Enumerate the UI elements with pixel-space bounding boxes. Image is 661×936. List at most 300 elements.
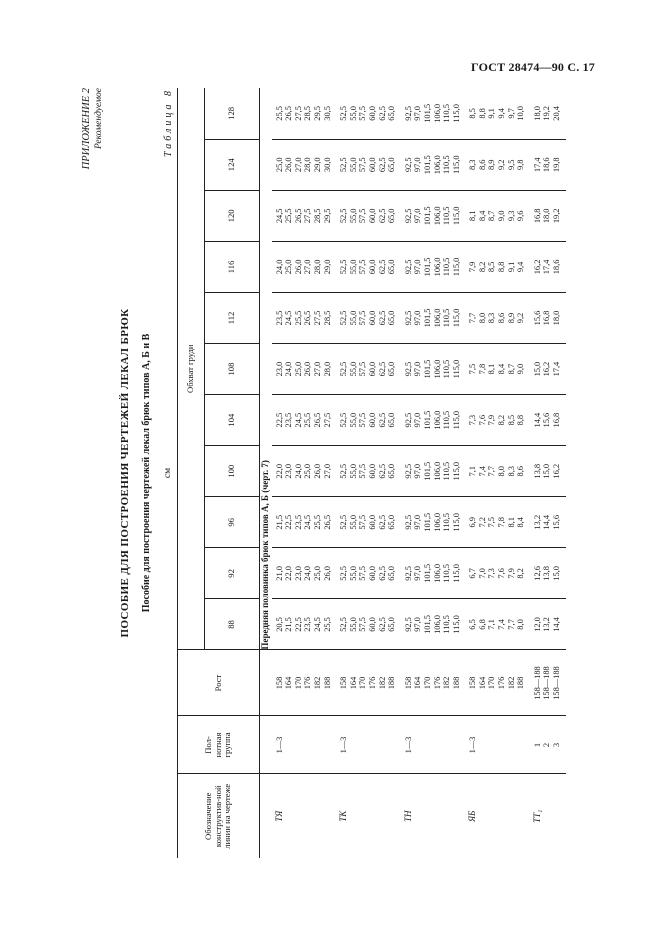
value-cell-line: 26,0 xyxy=(284,157,294,173)
table-row xyxy=(336,88,401,858)
value-cell-line: 9,5 xyxy=(506,159,516,170)
value-cell-line: 92,5 xyxy=(403,361,413,377)
value-cell xyxy=(272,548,337,599)
height-cell-line: 182 xyxy=(442,676,452,690)
value-cell-line: 26,5 xyxy=(322,514,332,530)
height-cell-line: 158 xyxy=(339,676,349,690)
value-cell-line: 65,0 xyxy=(387,208,397,224)
value-cell xyxy=(401,139,466,190)
value-cell xyxy=(530,88,566,139)
height-cell-line: 176 xyxy=(432,676,442,690)
value-cell-line: 7,9 xyxy=(506,568,516,579)
value-cell-line: 8,5 xyxy=(506,414,516,426)
value-cell-line: 6,8 xyxy=(477,619,487,630)
value-cell-line: 7,7 xyxy=(468,312,478,324)
value-cell xyxy=(530,548,566,599)
height-cell-line: 170 xyxy=(293,676,303,690)
value-cell-line: 106,0 xyxy=(432,103,442,123)
size-header-124: 124 xyxy=(205,139,260,190)
size-header-120: 120 xyxy=(205,190,260,241)
value-cell-line: 92,5 xyxy=(403,208,413,224)
appendix-subtitle: Рекомендуемое xyxy=(94,88,104,150)
value-cell-line: 8,4 xyxy=(477,210,487,222)
header-group: Пол-нотная группа xyxy=(178,716,260,774)
height-cell-line: 158 xyxy=(468,676,478,690)
height-cell-line: 158—188 xyxy=(542,666,552,700)
value-cell-line: 9,0 xyxy=(516,363,526,375)
value-cell-line: 57,5 xyxy=(358,106,368,121)
value-cell-line: 25,0 xyxy=(303,463,313,479)
height-cell-line: 164 xyxy=(477,676,487,690)
value-cell xyxy=(530,599,566,650)
appendix-title: ПРИЛОЖЕНИЕ 2 xyxy=(81,88,92,170)
value-cell-line: 26,5 xyxy=(293,208,303,224)
height-cell-line: 182 xyxy=(506,676,516,690)
value-cell-line: 8,8 xyxy=(516,414,526,426)
value-cell-line: 106,0 xyxy=(432,410,442,430)
value-cell-line: 8,5 xyxy=(468,108,478,119)
value-cell-line: 22,0 xyxy=(274,463,284,479)
page-header: ГОСТ 28474—90 С. 17 xyxy=(471,60,595,74)
value-cell-line: 55,0 xyxy=(348,157,358,173)
value-cell xyxy=(465,241,530,292)
value-cell-line: 25,5 xyxy=(303,412,313,428)
value-cell-line: 106,0 xyxy=(432,155,442,175)
value-cell xyxy=(272,446,337,497)
designation-cell: ТН xyxy=(402,810,413,823)
value-cell-line: 7,8 xyxy=(497,517,507,528)
sizes-table xyxy=(177,88,566,858)
value-cell-line: 25,5 xyxy=(312,514,322,530)
header-height: Рост xyxy=(178,650,260,716)
value-cell-line: 62,5 xyxy=(377,310,387,326)
value-cell-line: 8,6 xyxy=(497,312,507,324)
value-cell xyxy=(336,190,401,241)
value-cell xyxy=(272,190,337,241)
value-cell-line: 24,5 xyxy=(274,208,284,224)
value-cell-line: 97,0 xyxy=(413,566,423,581)
height-cell-line: 188 xyxy=(322,676,332,690)
value-cell-line: 25,0 xyxy=(312,566,322,581)
value-cell xyxy=(336,497,401,548)
value-cell-line: 101,5 xyxy=(422,155,432,175)
value-cell-line: 60,0 xyxy=(367,259,377,275)
value-cell-line: 8,9 xyxy=(487,159,497,170)
height-cell-line: 158 xyxy=(274,676,284,690)
value-cell-line: 110,5 xyxy=(442,564,452,583)
value-cell-line: 52,5 xyxy=(339,208,349,224)
value-cell-line: 92,5 xyxy=(403,157,413,173)
value-cell-line: 92,5 xyxy=(403,412,413,428)
value-cell-line: 8,2 xyxy=(497,414,507,426)
size-header-100: 100 xyxy=(205,446,260,497)
value-cell-line: 24,5 xyxy=(284,310,294,326)
value-cell-line: 7,6 xyxy=(477,414,487,426)
value-cell-line: 28,0 xyxy=(322,361,332,377)
rotated-page xyxy=(81,88,661,858)
value-cell-line: 23,5 xyxy=(303,617,313,632)
group-cell: 1—3 xyxy=(401,716,466,774)
value-cell-line: 55,0 xyxy=(348,259,358,275)
value-cell xyxy=(336,292,401,343)
value-cell-line: 12,0 xyxy=(532,617,542,632)
value-cell xyxy=(401,446,466,497)
value-cell-line: 28,5 xyxy=(322,310,332,326)
value-cell-line: 10,0 xyxy=(516,106,526,121)
value-cell-line: 9,4 xyxy=(516,261,526,273)
value-cell xyxy=(465,446,530,497)
value-cell-line: 7,1 xyxy=(468,466,478,477)
value-cell-line: 65,0 xyxy=(387,463,397,479)
value-cell-line: 18,0 xyxy=(552,310,562,326)
value-cell xyxy=(401,344,466,395)
value-cell-line: 15,0 xyxy=(532,361,542,377)
value-cell-line: 26,0 xyxy=(293,259,303,275)
height-cell xyxy=(272,650,337,716)
value-cell-line: 8,3 xyxy=(468,159,478,170)
value-cell-line: 20,4 xyxy=(552,106,562,121)
value-cell-line: 8,4 xyxy=(516,517,526,528)
value-cell xyxy=(272,139,337,190)
height-cell-line: 176 xyxy=(303,676,313,690)
value-cell-line: 110,5 xyxy=(442,410,452,430)
group-cell: 1—3 xyxy=(336,716,401,774)
value-cell-line: 8,7 xyxy=(506,363,516,375)
value-cell xyxy=(530,139,566,190)
value-cell-line: 57,5 xyxy=(358,157,368,173)
value-cell-line: 101,5 xyxy=(422,563,432,583)
height-cell xyxy=(465,650,530,716)
value-cell-line: 28,0 xyxy=(312,259,322,275)
value-cell-line: 97,0 xyxy=(413,617,423,632)
value-cell-line: 23,0 xyxy=(293,566,303,581)
value-cell-line: 115,0 xyxy=(451,206,461,226)
value-cell-line: 7,5 xyxy=(487,517,497,528)
height-cell-line: 170 xyxy=(487,676,497,690)
value-cell-line: 23,0 xyxy=(274,361,284,377)
value-cell-line: 52,5 xyxy=(339,157,349,173)
document-title: ПОСОБИЕ ДЛЯ ПОСТРОЕНИЯ ЧЕРТЕЖЕЙ ЛЕКАЛ БРЮК xyxy=(119,308,131,638)
group-cell-line: 1 xyxy=(532,742,542,748)
value-cell xyxy=(530,497,566,548)
value-cell-line: 24,5 xyxy=(303,514,313,530)
height-cell-line: 158—188 xyxy=(532,666,542,700)
value-cell-line: 8,8 xyxy=(477,108,487,119)
value-cell-line: 8,1 xyxy=(506,517,516,528)
value-cell-line: 65,0 xyxy=(387,514,397,530)
value-cell-line: 92,5 xyxy=(403,617,413,632)
value-cell-line: 55,0 xyxy=(348,310,358,326)
value-cell-line: 8,8 xyxy=(497,261,507,273)
size-header-92: 92 xyxy=(205,548,260,599)
value-cell-line: 26,5 xyxy=(284,106,294,121)
value-cell-line: 22,5 xyxy=(293,617,303,632)
value-cell-line: 15,6 xyxy=(532,310,542,326)
value-cell-line: 7,6 xyxy=(497,568,507,579)
value-cell-line: 27,0 xyxy=(293,157,303,173)
value-cell-line: 7,4 xyxy=(477,466,487,477)
table-row xyxy=(530,88,566,858)
value-cell-line: 52,5 xyxy=(339,566,349,581)
value-cell-line: 55,0 xyxy=(348,412,358,428)
value-cell-line: 29,5 xyxy=(312,106,322,121)
height-cell-line: 182 xyxy=(312,676,322,690)
value-cell-line: 97,0 xyxy=(413,259,423,275)
height-cell-line: 158 xyxy=(403,676,413,690)
value-cell-line: 9,8 xyxy=(516,159,526,170)
value-cell-line: 62,5 xyxy=(377,514,387,530)
value-cell-line: 62,5 xyxy=(377,566,387,581)
value-cell-line: 9,4 xyxy=(497,108,507,119)
value-cell xyxy=(530,241,566,292)
value-cell-line: 25,5 xyxy=(274,106,284,121)
value-cell-line: 15,0 xyxy=(552,566,562,581)
size-header-108: 108 xyxy=(205,344,260,395)
group-cell xyxy=(530,716,566,774)
value-cell-line: 106,0 xyxy=(432,461,442,481)
section-row xyxy=(260,88,272,858)
value-cell-line: 9,7 xyxy=(506,108,516,119)
value-cell-line: 26,0 xyxy=(303,361,313,377)
value-cell xyxy=(401,548,466,599)
value-cell xyxy=(401,599,466,650)
value-cell-line: 13,2 xyxy=(532,514,542,530)
size-header-104: 104 xyxy=(205,395,260,446)
value-cell-line: 7,7 xyxy=(506,619,516,630)
value-cell-line: 62,5 xyxy=(377,617,387,632)
value-cell-line: 21,0 xyxy=(274,566,284,581)
value-cell-line: 24,5 xyxy=(293,412,303,428)
value-cell-line: 9,2 xyxy=(516,312,526,324)
value-cell-line: 26,0 xyxy=(312,463,322,479)
value-cell xyxy=(336,241,401,292)
table-label: Таблица 8 xyxy=(163,88,174,157)
value-cell-line: 7,0 xyxy=(477,568,487,579)
value-cell-line: 8,7 xyxy=(487,210,497,222)
designation-cell: ЯБ xyxy=(467,810,478,822)
value-cell-line: 60,0 xyxy=(367,208,377,224)
value-cell-line: 65,0 xyxy=(387,259,397,275)
value-cell-line: 13,2 xyxy=(542,617,552,632)
height-cell-line: 164 xyxy=(413,676,423,690)
value-cell-line: 16,2 xyxy=(552,463,562,479)
value-cell-line: 110,5 xyxy=(442,155,452,175)
value-cell-line: 60,0 xyxy=(367,514,377,530)
value-cell-line: 20,5 xyxy=(274,617,284,632)
value-cell-line: 62,5 xyxy=(377,463,387,479)
value-cell-line: 62,5 xyxy=(377,157,387,173)
value-cell-line: 60,0 xyxy=(367,566,377,581)
value-cell-line: 6,9 xyxy=(468,517,478,528)
value-cell-line: 101,5 xyxy=(422,615,432,634)
value-cell-line: 7,1 xyxy=(487,619,497,630)
value-cell-line: 29,0 xyxy=(322,259,332,275)
height-cell-line: 164 xyxy=(348,676,358,690)
value-cell-line: 14,4 xyxy=(532,412,542,428)
value-cell-line: 8,2 xyxy=(516,568,526,579)
value-cell-line: 106,0 xyxy=(432,615,442,634)
value-cell-line: 106,0 xyxy=(432,308,442,328)
value-cell-line: 110,5 xyxy=(442,615,452,634)
value-cell-line: 62,5 xyxy=(377,412,387,428)
value-cell-line: 101,5 xyxy=(422,512,432,532)
value-cell xyxy=(465,599,530,650)
value-cell-line: 23,5 xyxy=(274,310,284,326)
header-designation: Обозначение конструктив-ной линии на чертеже xyxy=(178,774,260,858)
value-cell-line: 101,5 xyxy=(422,103,432,123)
value-cell-line: 92,5 xyxy=(403,259,413,275)
value-cell-line: 110,5 xyxy=(442,308,452,328)
value-cell-line: 55,0 xyxy=(348,208,358,224)
value-cell-line: 9,1 xyxy=(487,108,497,119)
value-cell xyxy=(401,241,466,292)
size-header-88: 88 xyxy=(205,599,260,650)
value-cell-line: 110,5 xyxy=(442,257,452,277)
value-cell-line: 22,5 xyxy=(274,412,284,428)
value-cell-line: 17,4 xyxy=(552,361,562,377)
value-cell-line: 115,0 xyxy=(451,513,461,532)
value-cell-line: 27,5 xyxy=(293,106,303,121)
value-cell xyxy=(272,344,337,395)
value-cell-line: 110,5 xyxy=(442,104,452,123)
value-cell-line: 18,6 xyxy=(552,259,562,275)
value-cell-line: 115,0 xyxy=(451,461,461,481)
value-cell-line: 8,1 xyxy=(468,210,478,222)
value-cell-line: 110,5 xyxy=(442,359,452,379)
value-cell xyxy=(401,88,466,139)
value-cell-line: 97,0 xyxy=(413,412,423,428)
height-cell xyxy=(401,650,466,716)
value-cell xyxy=(336,548,401,599)
value-cell-line: 6,5 xyxy=(468,619,478,630)
height-cell-line: 188 xyxy=(387,676,397,690)
value-cell-line: 27,5 xyxy=(312,310,322,326)
value-cell-line: 25,5 xyxy=(284,208,294,224)
height-cell-line: 164 xyxy=(284,676,294,690)
height-cell-line: 176 xyxy=(497,676,507,690)
value-cell-line: 24,5 xyxy=(312,617,322,632)
size-header-116: 116 xyxy=(205,241,260,292)
value-cell-line: 8,2 xyxy=(477,261,487,273)
height-cell-line: 170 xyxy=(422,676,432,690)
value-cell-line: 97,0 xyxy=(413,208,423,224)
value-cell-line: 115,0 xyxy=(451,564,461,583)
value-cell xyxy=(465,548,530,599)
value-cell-line: 28,5 xyxy=(312,208,322,224)
value-cell xyxy=(272,599,337,650)
value-cell-line: 8,4 xyxy=(497,363,507,375)
value-cell-line: 7,7 xyxy=(487,466,497,477)
value-cell-line: 52,5 xyxy=(339,361,349,377)
value-cell-line: 55,0 xyxy=(348,361,358,377)
value-cell-line: 62,5 xyxy=(377,208,387,224)
value-cell-line: 57,5 xyxy=(358,361,368,377)
designation-cell: ТК xyxy=(338,810,349,822)
value-cell xyxy=(465,139,530,190)
value-cell-line: 106,0 xyxy=(432,257,442,277)
value-cell-line: 29,0 xyxy=(312,157,322,173)
value-cell-line: 26,5 xyxy=(303,310,313,326)
value-cell-line: 24,0 xyxy=(303,566,313,581)
value-cell xyxy=(530,446,566,497)
value-cell-line: 60,0 xyxy=(367,157,377,173)
value-cell-line: 106,0 xyxy=(432,563,442,583)
height-cell-line: 188 xyxy=(516,676,526,690)
appendix-label xyxy=(81,88,105,169)
value-cell-line: 52,5 xyxy=(339,514,349,530)
value-cell xyxy=(465,395,530,446)
value-cell-line: 57,5 xyxy=(358,310,368,326)
value-cell-line: 57,5 xyxy=(358,259,368,275)
table-row xyxy=(401,88,466,858)
designation-cell: ТЯ xyxy=(273,810,284,822)
value-cell-line: 26,0 xyxy=(322,566,332,581)
value-cell-line: 57,5 xyxy=(358,463,368,479)
value-cell-line: 97,0 xyxy=(413,310,423,326)
value-cell-line: 60,0 xyxy=(367,412,377,428)
value-cell xyxy=(272,395,337,446)
value-cell-line: 22,5 xyxy=(284,514,294,530)
value-cell-line: 7,3 xyxy=(468,414,478,426)
value-cell-line: 16,2 xyxy=(542,361,552,377)
value-cell xyxy=(336,599,401,650)
value-cell-line: 115,0 xyxy=(451,155,461,175)
value-cell-line: 92,5 xyxy=(403,514,413,530)
value-cell-line: 97,0 xyxy=(413,463,423,479)
value-cell-line: 19,2 xyxy=(552,208,562,224)
value-cell-line: 97,0 xyxy=(413,361,423,377)
value-cell xyxy=(530,344,566,395)
value-cell xyxy=(272,241,337,292)
value-cell-line: 22,0 xyxy=(284,566,294,581)
value-cell xyxy=(272,88,337,139)
group-cell: 1—3 xyxy=(465,716,530,774)
value-cell-line: 17,4 xyxy=(532,157,542,173)
table-row xyxy=(272,88,337,858)
height-cell-line: 188 xyxy=(451,676,461,690)
value-cell-line: 21,5 xyxy=(274,514,284,530)
value-cell-line: 25,0 xyxy=(274,157,284,173)
value-cell-line: 8,6 xyxy=(516,466,526,477)
value-cell-line: 65,0 xyxy=(387,566,397,581)
value-cell-line: 115,0 xyxy=(451,104,461,123)
value-cell-line: 92,5 xyxy=(403,566,413,581)
value-cell xyxy=(465,497,530,548)
value-cell-line: 19,8 xyxy=(552,157,562,173)
value-cell-line: 27,5 xyxy=(303,208,313,224)
value-cell-line: 7,9 xyxy=(468,261,478,273)
value-cell-line: 115,0 xyxy=(451,359,461,379)
value-cell xyxy=(401,190,466,241)
value-cell xyxy=(401,395,466,446)
value-cell-line: 62,5 xyxy=(377,106,387,121)
value-cell-line: 18,0 xyxy=(532,106,542,121)
value-cell-line: 6,7 xyxy=(468,568,478,579)
value-cell-line: 52,5 xyxy=(339,463,349,479)
value-cell-line: 101,5 xyxy=(422,410,432,430)
value-cell-line: 7,2 xyxy=(477,517,487,528)
value-cell-line: 60,0 xyxy=(367,361,377,377)
value-cell xyxy=(336,88,401,139)
value-cell-line: 8,0 xyxy=(516,619,526,630)
value-cell-line: 24,0 xyxy=(293,463,303,479)
value-cell-line: 101,5 xyxy=(422,206,432,226)
value-cell-line: 110,5 xyxy=(442,206,452,226)
value-cell-line: 25,5 xyxy=(322,617,332,632)
value-cell-line: 14,4 xyxy=(542,514,552,530)
height-cell-line: 182 xyxy=(377,676,387,690)
value-cell-line: 65,0 xyxy=(387,157,397,173)
